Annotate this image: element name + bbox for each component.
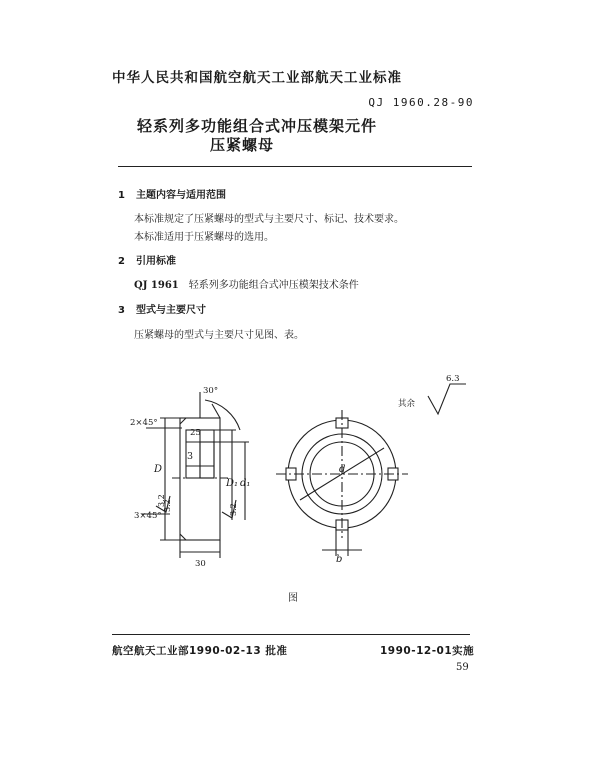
- page-number: 59: [456, 662, 469, 673]
- section-title: 主题内容与适用范围: [136, 190, 226, 201]
- section-title: 型式与主要尺寸: [136, 305, 206, 316]
- label-angle: 30°: [203, 386, 219, 396]
- label-roughness-c: 3.2: [163, 499, 172, 512]
- label-b: b: [336, 554, 343, 565]
- approval-note: 航空航天工业部1990-02-13 批准: [112, 645, 288, 657]
- document-title-line1: 轻系列多功能组合式冲压模架元件: [137, 117, 378, 135]
- effective-date: 1990-12-01实施: [380, 645, 475, 657]
- document-title-line2: 压紧螺母: [210, 136, 275, 154]
- label-roughness-b: 3.2: [229, 503, 238, 516]
- issuing-authority: 中华人民共和国航空航天工业部航天工业标准: [112, 70, 402, 86]
- reference-title: 轻系列多功能组合式冲压模架技术条件: [188, 280, 359, 291]
- section-number: 1: [118, 190, 125, 201]
- slot-section: [200, 442, 214, 478]
- section-number: 3: [118, 305, 125, 316]
- standard-number: QJ 1960.28-90: [368, 96, 474, 109]
- label-d1: d₁: [240, 478, 251, 489]
- label-chamfer-top: 2×45°: [130, 418, 158, 428]
- section-3-paragraph: 压紧螺母的型式与主要尺寸见图、表。: [134, 330, 304, 341]
- bottom-chamfer-edge: [180, 534, 186, 540]
- section-title: 引用标准: [136, 256, 176, 267]
- roughness-rest-symbol: [428, 384, 466, 414]
- angle-ref-line: [212, 404, 220, 418]
- reference-code: QJ 1961: [134, 280, 179, 291]
- section-1-paragraph-1: 本标准规定了压紧螺母的型式与主要尺寸、标记、技术要求。: [134, 214, 404, 225]
- label-dim-25: 25: [190, 428, 201, 438]
- label-dim-30: 30: [195, 559, 206, 569]
- section-1-paragraph-2: 本标准适用于压紧螺母的选用。: [134, 232, 274, 243]
- footer-rule: [112, 634, 470, 635]
- angle-arc: [205, 400, 240, 430]
- label-D1: D₁: [226, 478, 239, 489]
- label-d: d: [339, 464, 346, 475]
- figure-caption: 图: [288, 593, 298, 604]
- label-rest-roughness: 6.3: [446, 374, 460, 384]
- label-chamfer-bottom: 3×45°: [134, 511, 162, 521]
- section-number: 2: [118, 256, 125, 267]
- label-rest: 其余: [398, 399, 416, 409]
- label-D: D: [154, 464, 163, 475]
- label-roughness-a: 3.2: [157, 494, 166, 507]
- label-dim-3: 3: [187, 451, 194, 462]
- top-chamfer-edge: [180, 418, 186, 424]
